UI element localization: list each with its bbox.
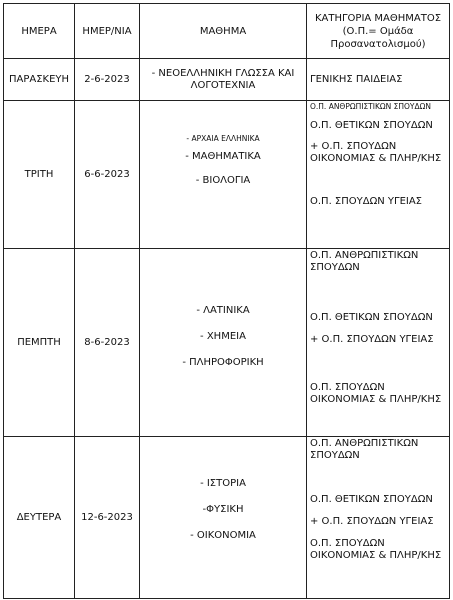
- subject-item: -ΦΥΣΙΚΗ: [202, 504, 244, 515]
- category-item: Ο.Π. ΘΕΤΙΚΩΝ ΣΠΟΥΔΩΝ: [310, 120, 433, 131]
- header-row: [4, 4, 450, 59]
- category-cell: [307, 59, 450, 101]
- category-item: Ο.Π. ΣΠΟΥΔΩΝ ΟΙΚΟΝΟΜΙΑΣ & ΠΛΗΡ/ΚΗΣ: [310, 538, 442, 561]
- header-date: ΗΜΕΡ/ΝΙΑ: [75, 4, 140, 59]
- subject-item: - ΛΑΤΙΝΙΚΑ: [196, 305, 250, 316]
- category-item: Ο.Π. ΑΝΘΡΩΠΙΣΤΙΚΩΝ ΣΠΟΥΔΩΝ: [310, 250, 419, 273]
- category-item: Ο.Π. ΣΠΟΥΔΩΝ ΟΙΚΟΝΟΜΙΑΣ & ΠΛΗΡ/ΚΗΣ: [310, 382, 442, 405]
- category-item: Ο.Π. ΘΕΤΙΚΩΝ ΣΠΟΥΔΩΝ: [310, 494, 433, 505]
- table-row: [4, 59, 450, 101]
- category-item: Ο.Π. ΣΠΟΥΔΩΝ ΥΓΕΙΑΣ: [310, 196, 422, 207]
- subject-item: - ΑΡΧΑΙΑ ΕΛΛΗΝΙΚΑ: [186, 134, 260, 143]
- date-cell: 12-6-2023: [75, 437, 140, 599]
- day-cell: ΔΕΥΤΕΡΑ: [4, 437, 75, 599]
- date-cell: 6-6-2023: [75, 101, 140, 249]
- subject-item: - ΜΑΘΗΜΑΤΙΚΑ: [185, 151, 261, 162]
- subject-item: - ΝΕΟΕΛΛΗΝΙΚΗ ΓΛΩΣΣΑ ΚΑΙ ΛΟΓΟΤΕΧΝΙΑ: [151, 67, 295, 91]
- subject-cell: [140, 437, 307, 599]
- subject-item: - ΟΙΚΟΝΟΜΙΑ: [190, 530, 256, 541]
- exam-schedule-table: [3, 3, 450, 599]
- category-item: + Ο.Π. ΣΠΟΥΔΩΝ ΥΓΕΙΑΣ: [310, 334, 434, 345]
- header-category: ΚΑΤΗΓΟΡΙΑ ΜΑΘΗΜΑΤΟΣ (Ο.Π.= Ομάδα Προσανατολισμού): [307, 4, 450, 59]
- category-item: + Ο.Π. ΣΠΟΥΔΩΝ ΥΓΕΙΑΣ: [310, 516, 434, 527]
- category-cell: [307, 437, 450, 599]
- subject-cell: [140, 101, 307, 249]
- subject-item: - ΧΗΜΕΙΑ: [200, 331, 246, 342]
- day-cell: ΠΑΡΑΣΚΕΥΗ: [4, 59, 75, 101]
- day-cell: ΤΡΙΤΗ: [4, 101, 75, 249]
- date-cell: 2-6-2023: [75, 59, 140, 101]
- table-row: [4, 437, 450, 599]
- category-item: Ο.Π. ΘΕΤΙΚΩΝ ΣΠΟΥΔΩΝ: [310, 312, 433, 323]
- header-day: ΗΜΕΡΑ: [4, 4, 75, 59]
- day-cell: ΠΕΜΠΤΗ: [4, 249, 75, 437]
- date-cell: 8-6-2023: [75, 249, 140, 437]
- subject-cell: [140, 59, 307, 101]
- subject-cell: [140, 249, 307, 437]
- subject-item: - ΙΣΤΟΡΙΑ: [200, 478, 246, 489]
- subject-item: - ΠΛΗΡΟΦΟΡΙΚΗ: [182, 357, 264, 368]
- table-row: [4, 249, 450, 437]
- category-item: Ο.Π. ΑΝΘΡΩΠΙΣΤΙΚΩΝ ΣΠΟΥΔΩΝ: [310, 438, 419, 461]
- category-item: ΓΕΝΙΚΗΣ ΠΑΙΔΕΙΑΣ: [310, 73, 403, 85]
- header-subject: ΜΑΘΗΜΑ: [140, 4, 307, 59]
- category-item: Ο.Π. ΑΝΘΡΩΠΙΣΤΙΚΩΝ ΣΠΟΥΔΩΝ: [310, 102, 431, 111]
- subject-item: - ΒΙΟΛΟΓΙΑ: [195, 175, 251, 186]
- category-cell: [307, 249, 450, 437]
- table-row: [4, 101, 450, 249]
- category-cell: [307, 101, 450, 249]
- category-item: + Ο.Π. ΣΠΟΥΔΩΝ ΟΙΚΟΝΟΜΙΑΣ & ΠΛΗΡ/ΚΗΣ: [310, 141, 442, 164]
